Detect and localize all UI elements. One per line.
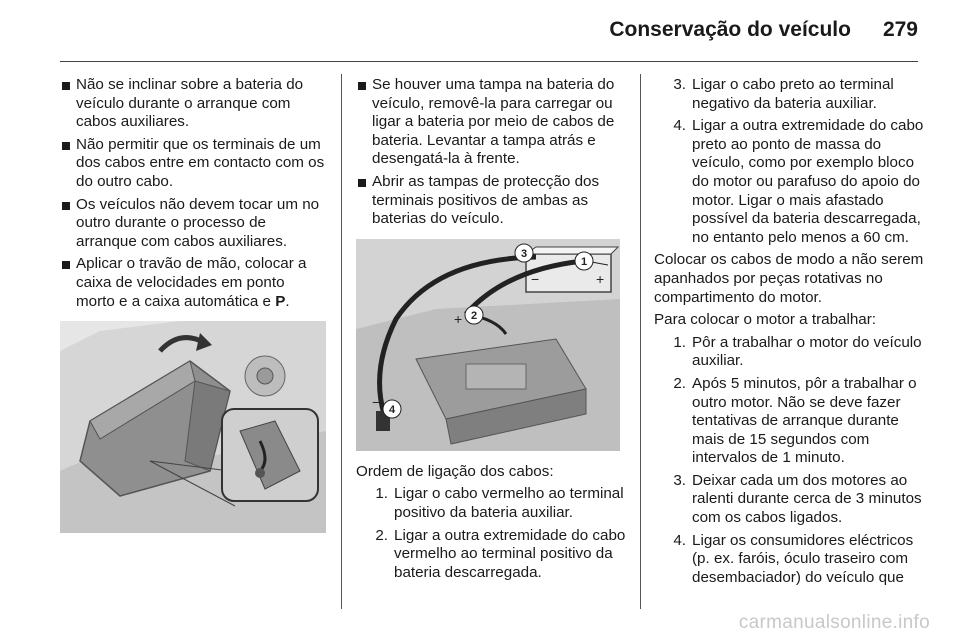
step-text: Pôr a trabalhar o motor do veículo auxiliar. bbox=[692, 333, 922, 370]
svg-text:+: + bbox=[454, 310, 463, 327]
bullet-item: Abrir as tampas de protecção dos terminais positivos de ambas as baterias do veículo. bbox=[356, 173, 626, 229]
step-number: 1. bbox=[375, 485, 388, 503]
step-number: 3. bbox=[673, 471, 686, 489]
bullet-item bbox=[60, 255, 325, 311]
bullet-item: Se houver uma tampa na bateria do veículo, removê-la para carregar ou ligar a bateria por meio de cabos de bateria. Levantar a tampa atrás e desengatá-la à frente. bbox=[356, 76, 626, 169]
paragraph: Para colocar o motor a trabalhar: bbox=[654, 311, 877, 329]
numbered-step bbox=[654, 375, 924, 468]
step-number: 1. bbox=[673, 333, 686, 351]
watermark: carmanualsonline.info bbox=[738, 612, 930, 633]
callout-label: 3 bbox=[520, 247, 528, 260]
jump-start-figure bbox=[356, 239, 620, 451]
numbered-step bbox=[654, 334, 924, 371]
numbered-step bbox=[356, 527, 626, 583]
step-number: 4. bbox=[673, 117, 686, 135]
svg-text:−: − bbox=[372, 393, 381, 410]
column-3 bbox=[654, 76, 924, 591]
order-heading: Ordem de ligação dos cabos: bbox=[356, 462, 554, 480]
column-divider bbox=[341, 74, 342, 609]
column-2 bbox=[356, 76, 626, 586]
bullet-item: Os veículos não devem tocar um no outro durante o processo de arranque com cabos auxiliares. bbox=[60, 196, 325, 252]
step-text: Ligar a outra extremidade do cabo preto ao ponto de massa do veículo, como por exemplo bloco do motor ou parafuso do apoio do motor. Ligar o mais afastado possível da bateria descarregada, no entanto pelo menos a 60 cm. bbox=[692, 117, 924, 246]
svg-text:−: − bbox=[531, 270, 540, 287]
battery-cover-figure bbox=[60, 321, 326, 533]
column-divider bbox=[640, 74, 641, 609]
step-text: Ligar o cabo vermelho ao terminal positivo da bateria auxiliar. bbox=[394, 485, 624, 521]
step-number: 2. bbox=[673, 374, 686, 392]
step-text: Deixar cada um dos motores ao ralenti durante cerca de 3 minutos com os cabos ligados. bbox=[692, 471, 922, 527]
header-divider bbox=[60, 61, 918, 62]
bullet-end: . bbox=[285, 292, 290, 310]
callout-label: 1 bbox=[580, 255, 588, 268]
numbered-step bbox=[654, 472, 924, 528]
step-text: Após 5 minutos, pôr a trabalhar o outro motor. Não se deve fazer tentativas de arranque durante mais de 15 segundos com intervalos de 1 minuto. bbox=[692, 374, 917, 467]
bullet-item: Não se inclinar sobre a bateria do veículo durante o arranque com cabos auxiliares. bbox=[60, 76, 325, 132]
numbered-step bbox=[654, 532, 924, 588]
callout-label: 2 bbox=[470, 309, 478, 322]
step-text: Ligar os consumidores eléctricos (p. ex. faróis, óculo traseiro com desembaciador) do veículo que bbox=[692, 531, 914, 586]
step-number: 3. bbox=[673, 76, 686, 93]
numbered-step bbox=[654, 117, 924, 247]
page-header bbox=[609, 18, 918, 48]
step-number: 2. bbox=[375, 526, 388, 544]
svg-text:+: + bbox=[596, 270, 605, 287]
callout-label: 4 bbox=[388, 403, 396, 416]
page-number: 279 bbox=[882, 18, 918, 41]
paragraph: Colocar os cabos de modo a não serem apanhados por peças rotativas no compartimento do motor. bbox=[654, 251, 924, 306]
bullet-item: Não permitir que os terminais de um dos cabos entre em contacto com os do outro cabo. bbox=[60, 136, 325, 192]
gear-position-p: P bbox=[275, 292, 286, 310]
step-text: Ligar a outra extremidade do cabo vermelho ao terminal positivo da bateria descarregada. bbox=[394, 526, 626, 581]
step-text: Ligar o cabo preto ao terminal negativo da bateria auxiliar. bbox=[692, 76, 894, 112]
page-title: Conservação do veículo bbox=[609, 18, 851, 41]
numbered-step bbox=[356, 485, 626, 522]
bullet-text: Aplicar o travão de mão, colocar a caixa de velocidades em ponto morto e a caixa automática e bbox=[76, 255, 307, 310]
column-1 bbox=[60, 76, 325, 533]
numbered-step bbox=[654, 76, 924, 113]
step-number: 4. bbox=[673, 531, 686, 549]
